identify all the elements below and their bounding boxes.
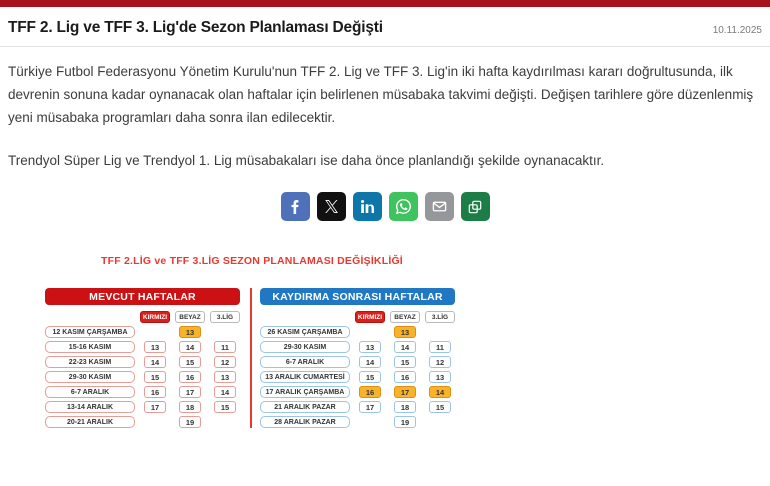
week-number-cell: 14 <box>144 356 166 368</box>
mevcut-haftalar-grid <box>45 311 240 428</box>
week-number-cell: 17 <box>394 386 416 398</box>
column-header-beyaz: BEYAZ <box>390 311 420 323</box>
share-facebook-button[interactable] <box>281 192 310 221</box>
week-number-cell: 19 <box>179 416 201 428</box>
column-header-3lig: 3.LİG <box>210 311 240 323</box>
article-date: 10.11.2025 <box>712 25 762 36</box>
share-whatsapp-button[interactable] <box>389 192 418 221</box>
top-accent-bar <box>0 0 770 7</box>
empty-cell <box>140 416 170 428</box>
date-cell: 20-21 ARALIK <box>45 416 135 428</box>
article-page <box>0 7 770 428</box>
week-number-cell: 17 <box>179 386 201 398</box>
column-header-kirmizi: KIRMIZI <box>355 311 385 323</box>
week-number-cell: 15 <box>179 356 201 368</box>
article-paragraph: Trendyol Süper Lig ve Trendyol 1. Lig müsabakaları ise daha önce planlandığı şekilde oynanacaktır. <box>8 153 605 168</box>
date-cell: 6-7 ARALIK <box>260 356 350 368</box>
article-header <box>8 7 762 46</box>
week-number-cell: 16 <box>394 371 416 383</box>
week-number-cell: 14 <box>179 341 201 353</box>
date-cell: 29-30 KASIM <box>45 371 135 383</box>
share-copy-button[interactable] <box>461 192 490 221</box>
date-cell: 28 ARALIK PAZAR <box>260 416 350 428</box>
empty-cell <box>425 326 455 338</box>
share-x-twitter-button[interactable] <box>317 192 346 221</box>
article-paragraph: Türkiye Futbol Federasyonu Yönetim Kurulu'nun TFF 2. Lig ve TFF 3. Lig'in iki hafta kaydırılması kararı doğrultusunda, ilk devrenin sonuna kadar oynanacak olan haftalar için belirlenen müsabaka takvimi değişti. Değişen tarihlere göre düzenlenmiş yeni müsabaka programları daha sonra ilan edilecektir. <box>8 64 754 125</box>
date-cell: 13-14 ARALIK <box>45 401 135 413</box>
empty-cell <box>355 416 385 428</box>
kaydirma-sonrasi-grid <box>260 311 455 428</box>
share-linkedin-button[interactable] <box>353 192 382 221</box>
spacer-cell <box>45 311 135 323</box>
date-cell: 26 KASIM ÇARŞAMBA <box>260 326 350 338</box>
spacer-cell <box>260 311 350 323</box>
empty-cell <box>425 416 455 428</box>
week-number-cell: 18 <box>179 401 201 413</box>
column-header-3lig: 3.LİG <box>425 311 455 323</box>
column-header-beyaz: BEYAZ <box>175 311 205 323</box>
date-cell: 13 ARALIK CUMARTESİ <box>260 371 350 383</box>
week-number-cell: 11 <box>429 341 451 353</box>
week-number-cell: 13 <box>179 326 201 338</box>
empty-cell <box>210 326 240 338</box>
date-cell: 6-7 ARALIK <box>45 386 135 398</box>
week-number-cell: 11 <box>214 341 236 353</box>
share-email-button[interactable] <box>425 192 454 221</box>
week-number-cell: 16 <box>359 386 381 398</box>
week-number-cell: 16 <box>144 386 166 398</box>
date-cell: 15-16 KASIM <box>45 341 135 353</box>
kaydirma-sonrasi-header: KAYDIRMA SONRASI HAFTALAR <box>260 288 455 305</box>
column-header-kirmizi: KIRMIZI <box>140 311 170 323</box>
date-cell: 21 ARALIK PAZAR <box>260 401 350 413</box>
week-number-cell: 15 <box>144 371 166 383</box>
whatsapp-icon <box>396 199 411 214</box>
date-cell: 29-30 KASIM <box>260 341 350 353</box>
week-number-cell: 15 <box>359 371 381 383</box>
schedule-tables <box>40 288 464 428</box>
kaydirma-sonrasi-table <box>260 288 455 428</box>
infographic-title: TFF 2.LİG ve TFF 3.LİG SEZON PLANLAMASI DEĞİŞİKLİĞİ <box>101 255 403 267</box>
week-number-cell: 17 <box>144 401 166 413</box>
week-number-cell: 17 <box>359 401 381 413</box>
email-icon <box>432 199 447 214</box>
week-number-cell: 13 <box>429 371 451 383</box>
share-buttons-row <box>8 192 762 221</box>
season-plan-infographic <box>40 255 464 428</box>
mevcut-haftalar-table <box>45 288 240 428</box>
empty-cell <box>210 416 240 428</box>
week-number-cell: 15 <box>429 401 451 413</box>
week-number-cell: 12 <box>429 356 451 368</box>
week-number-cell: 16 <box>179 371 201 383</box>
date-cell: 12 KASIM ÇARŞAMBA <box>45 326 135 338</box>
date-cell: 22-23 KASIM <box>45 356 135 368</box>
mevcut-haftalar-header: MEVCUT HAFTALAR <box>45 288 240 305</box>
week-number-cell: 14 <box>394 341 416 353</box>
week-number-cell: 19 <box>394 416 416 428</box>
empty-cell <box>140 326 170 338</box>
facebook-icon <box>288 200 302 214</box>
week-number-cell: 14 <box>359 356 381 368</box>
week-number-cell: 15 <box>394 356 416 368</box>
week-number-cell: 13 <box>394 326 416 338</box>
week-number-cell: 13 <box>144 341 166 353</box>
linkedin-icon <box>361 200 374 213</box>
article-body <box>8 47 756 172</box>
week-number-cell: 12 <box>214 356 236 368</box>
week-number-cell: 13 <box>359 341 381 353</box>
tables-divider <box>250 288 252 428</box>
week-number-cell: 15 <box>214 401 236 413</box>
page-title: TFF 2. Lig ve TFF 3. Lig'de Sezon Planlaması Değişti <box>8 19 383 36</box>
week-number-cell: 18 <box>394 401 416 413</box>
week-number-cell: 13 <box>214 371 236 383</box>
week-number-cell: 14 <box>214 386 236 398</box>
week-number-cell: 14 <box>429 386 451 398</box>
empty-cell <box>355 326 385 338</box>
date-cell: 17 ARALIK ÇARŞAMBA <box>260 386 350 398</box>
x-icon <box>325 200 338 213</box>
copy-icon <box>468 200 482 214</box>
